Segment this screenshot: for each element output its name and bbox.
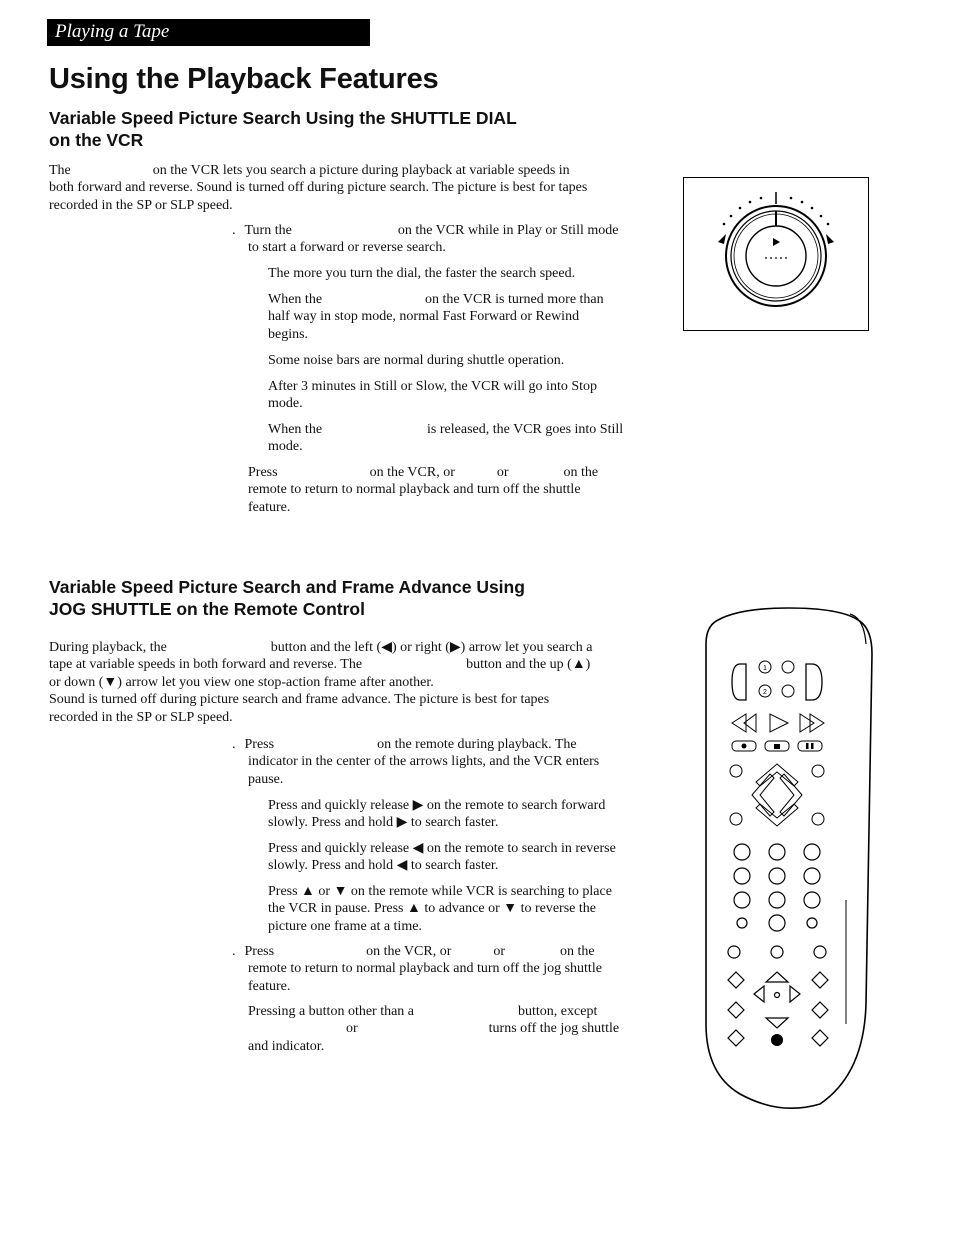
svg-text:1: 1 (763, 665, 767, 672)
section1-intro: The on the VCR lets you search a picture during playback at variable speeds in both forward and reverse. Sound is turned off during picture search. The picture is best for tapes recorded in the SP or SLP speed. (49, 163, 588, 213)
section2-note4: Pressing a button other than a button, except or turns off the jog shuttle and indicator. (248, 1004, 620, 1054)
section2-heading: Variable Speed Picture Search and Frame Advance Using JOG SHUTTLE on the Remote Control (49, 577, 525, 619)
section1-note3: Some noise bars are normal during shuttle operation. (268, 353, 565, 368)
section1-step2: Press on the VCR, or or on the remote to return to normal playback and turn off the shuttle feature. (248, 465, 599, 515)
section1-heading: Variable Speed Picture Search Using the SHUTTLE DIAL on the VCR (49, 108, 517, 150)
section-header-bar (47, 19, 370, 46)
section1-note2: When the on the VCR is turned more than half way in stop mode, normal Fast Forward or Rewind begins. (268, 292, 604, 342)
section1-note5: When the is released, the VCR goes into Still mode. (268, 422, 624, 455)
section2-step2: . Press on the VCR, or or on the remote to return to normal playback and turn off the jog shuttle feature. (232, 944, 602, 994)
section2-note3: Press ▲ or ▼ on the remote while VCR is searching to place the VCR in pause. Press ▲ to advance or ▼ to reverse the picture one frame at a time. (268, 884, 612, 934)
section2-step1: . Press on the remote during playback. The indicator in the center of the arrows lights, and the VCR enters pause. (232, 737, 600, 787)
section2-note1: Press and quickly release ▶ on the remote to search forward slowly. Press and hold ▶ to search faster. (268, 798, 606, 831)
section2-intro: During playback, the button and the left (◀) or right (▶) arrow let you search a tape at variable speeds in both forward and reverse. The button and the up (▲) or down (▼) arrow let you view one stop-action frame after another. Sound is turned off during picture search and frame advance. The picture is best for tapes recorded in the SP or SLP speed. (49, 640, 593, 725)
shuttle-dial-icon (684, 178, 868, 330)
section2-note2: Press and quickly release ◀ on the remote to search in reverse slowly. Press and hold ◀ to search faster. (268, 841, 616, 874)
section1-note4: After 3 minutes in Still or Slow, the VCR will go into Stop mode. (268, 379, 598, 412)
section1-step1: . Turn the on the VCR while in Play or Still mode to start a forward or reverse search. (232, 223, 619, 256)
section-header: Playing a Tape (55, 21, 170, 42)
remote-control-figure (700, 604, 876, 1116)
page-title: Using the Playback Features (49, 63, 439, 95)
shuttle-dial-figure (683, 177, 869, 331)
svg-text:2: 2 (763, 689, 767, 696)
remote-control-icon (700, 604, 876, 1116)
section1-note1: The more you turn the dial, the faster the search speed. (268, 266, 576, 281)
